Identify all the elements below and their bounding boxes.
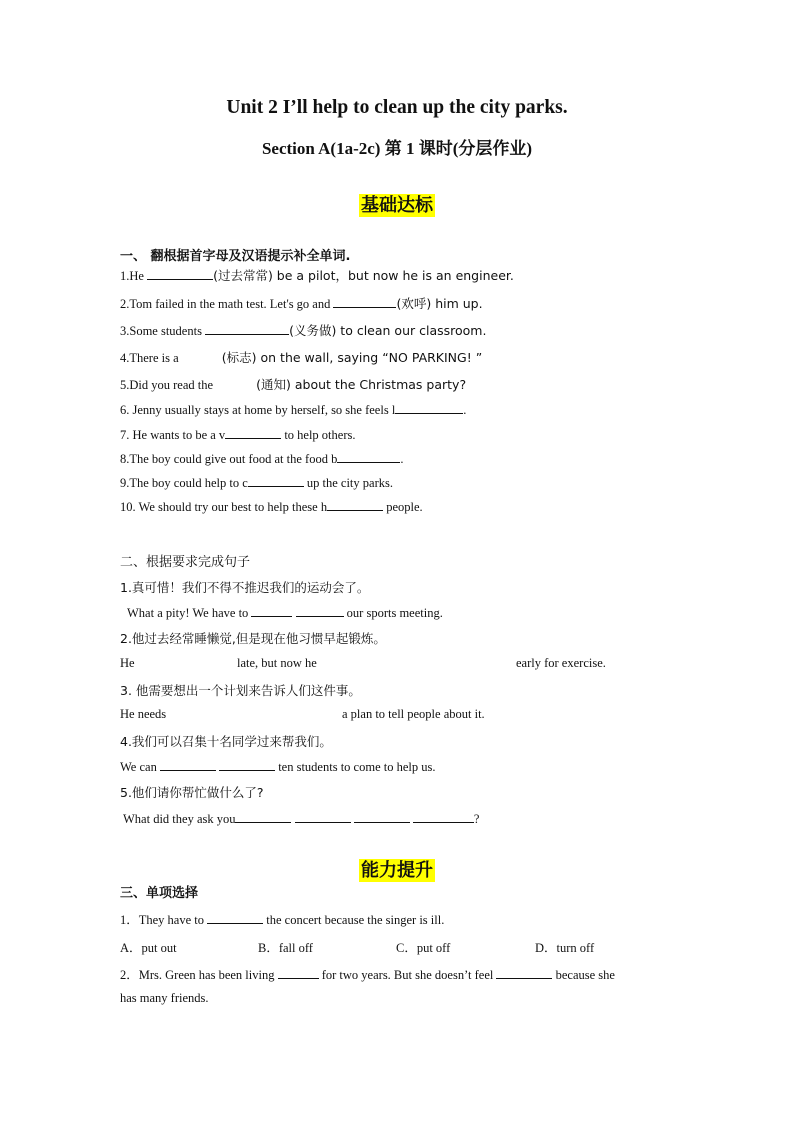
s3-q1-option-a: A．put out <box>120 941 177 955</box>
s2-q2-chinese: 2.他过去经常睡懒觉,但是现在他习惯早起锻炼。 <box>120 631 386 646</box>
s2-q3-chinese: 3. 他需要想出一个计划来告诉人们这件事。 <box>120 683 361 698</box>
s2-q3-english-b: a plan to tell people about it. <box>342 707 485 721</box>
s1-item-6: 6. Jenny usually stays at home by herself, so she feels l . <box>120 403 467 417</box>
s2-q4-english: We can ten students to come to help us. <box>120 760 436 774</box>
page-title: Unit 2 I’ll help to clean up the city parks. <box>226 97 568 118</box>
section1-heading: 一、 翻根据首字母及汉语提示补全单词. <box>120 249 351 264</box>
s2-q1-chinese: 1.真可惜！我们不得不推迟我们的运动会了。 <box>120 580 370 595</box>
s2-q2-english-b: late, but now he <box>237 656 317 670</box>
s1-item-5: 5.Did you read the (通知) about the Christmas party? <box>120 377 467 392</box>
s3-q1-option-b: B．fall off <box>258 941 313 955</box>
s1-item-4: 4.There is a (标志) on the wall, saying “NO PARKING! ” <box>120 350 483 365</box>
s1-item-2: 2.Tom failed in the math test. Let's go and (欢呼) him up. <box>120 296 483 311</box>
s2-q5-english: What did they ask you ? <box>123 812 480 826</box>
s3-q2: 2．Mrs. Green has been living for two years. But she doesn’t feel because she <box>120 968 615 982</box>
s1-item-8: 8.The boy could give out food at the food b . <box>120 452 404 466</box>
basic-level-badge: 基础达标 <box>361 195 433 216</box>
section3-heading: 三、单项选择 <box>120 886 199 901</box>
s1-item-7: 7. He wants to be a v to help others. <box>120 428 356 442</box>
s3-q1-option-d: D．turn off <box>535 941 595 955</box>
section2-heading: 二、根据要求完成句子 <box>120 555 251 570</box>
s3-q2-line2: has many friends. <box>120 991 209 1005</box>
advanced-badge-row <box>0 859 794 882</box>
s2-q3-english-a: He needs <box>120 707 167 721</box>
s3-q1: 1．They have to the concert because the singer is ill. <box>120 913 445 927</box>
s2-q5-chinese: 5.他们请你帮忙做什么了? <box>120 785 264 800</box>
basic-badge-row <box>0 194 794 217</box>
s2-q2-english-a: He <box>120 656 135 670</box>
s1-item-1: 1.He (过去常常) be a pilot，but now he is an engineer. <box>120 268 514 283</box>
s3-q1-option-c: C．put off <box>396 941 451 955</box>
advanced-level-badge: 能力提升 <box>361 860 433 881</box>
s1-item-9: 9.The boy could help to c up the city parks. <box>120 476 393 490</box>
s1-item-3: 3.Some students (义务做) to clean our classroom. <box>120 323 487 338</box>
s1-item-10: 10. We should try our best to help these h people. <box>120 500 423 514</box>
s2-q1-english: What a pity! We have to our sports meeting. <box>127 606 443 620</box>
page-subtitle: Section A(1a-2c) 第 1 课时(分层作业) <box>261 139 533 158</box>
s2-q2-english-c: early for exercise. <box>516 656 606 670</box>
s2-q4-chinese: 4.我们可以召集十名同学过来帮我们。 <box>120 734 332 749</box>
